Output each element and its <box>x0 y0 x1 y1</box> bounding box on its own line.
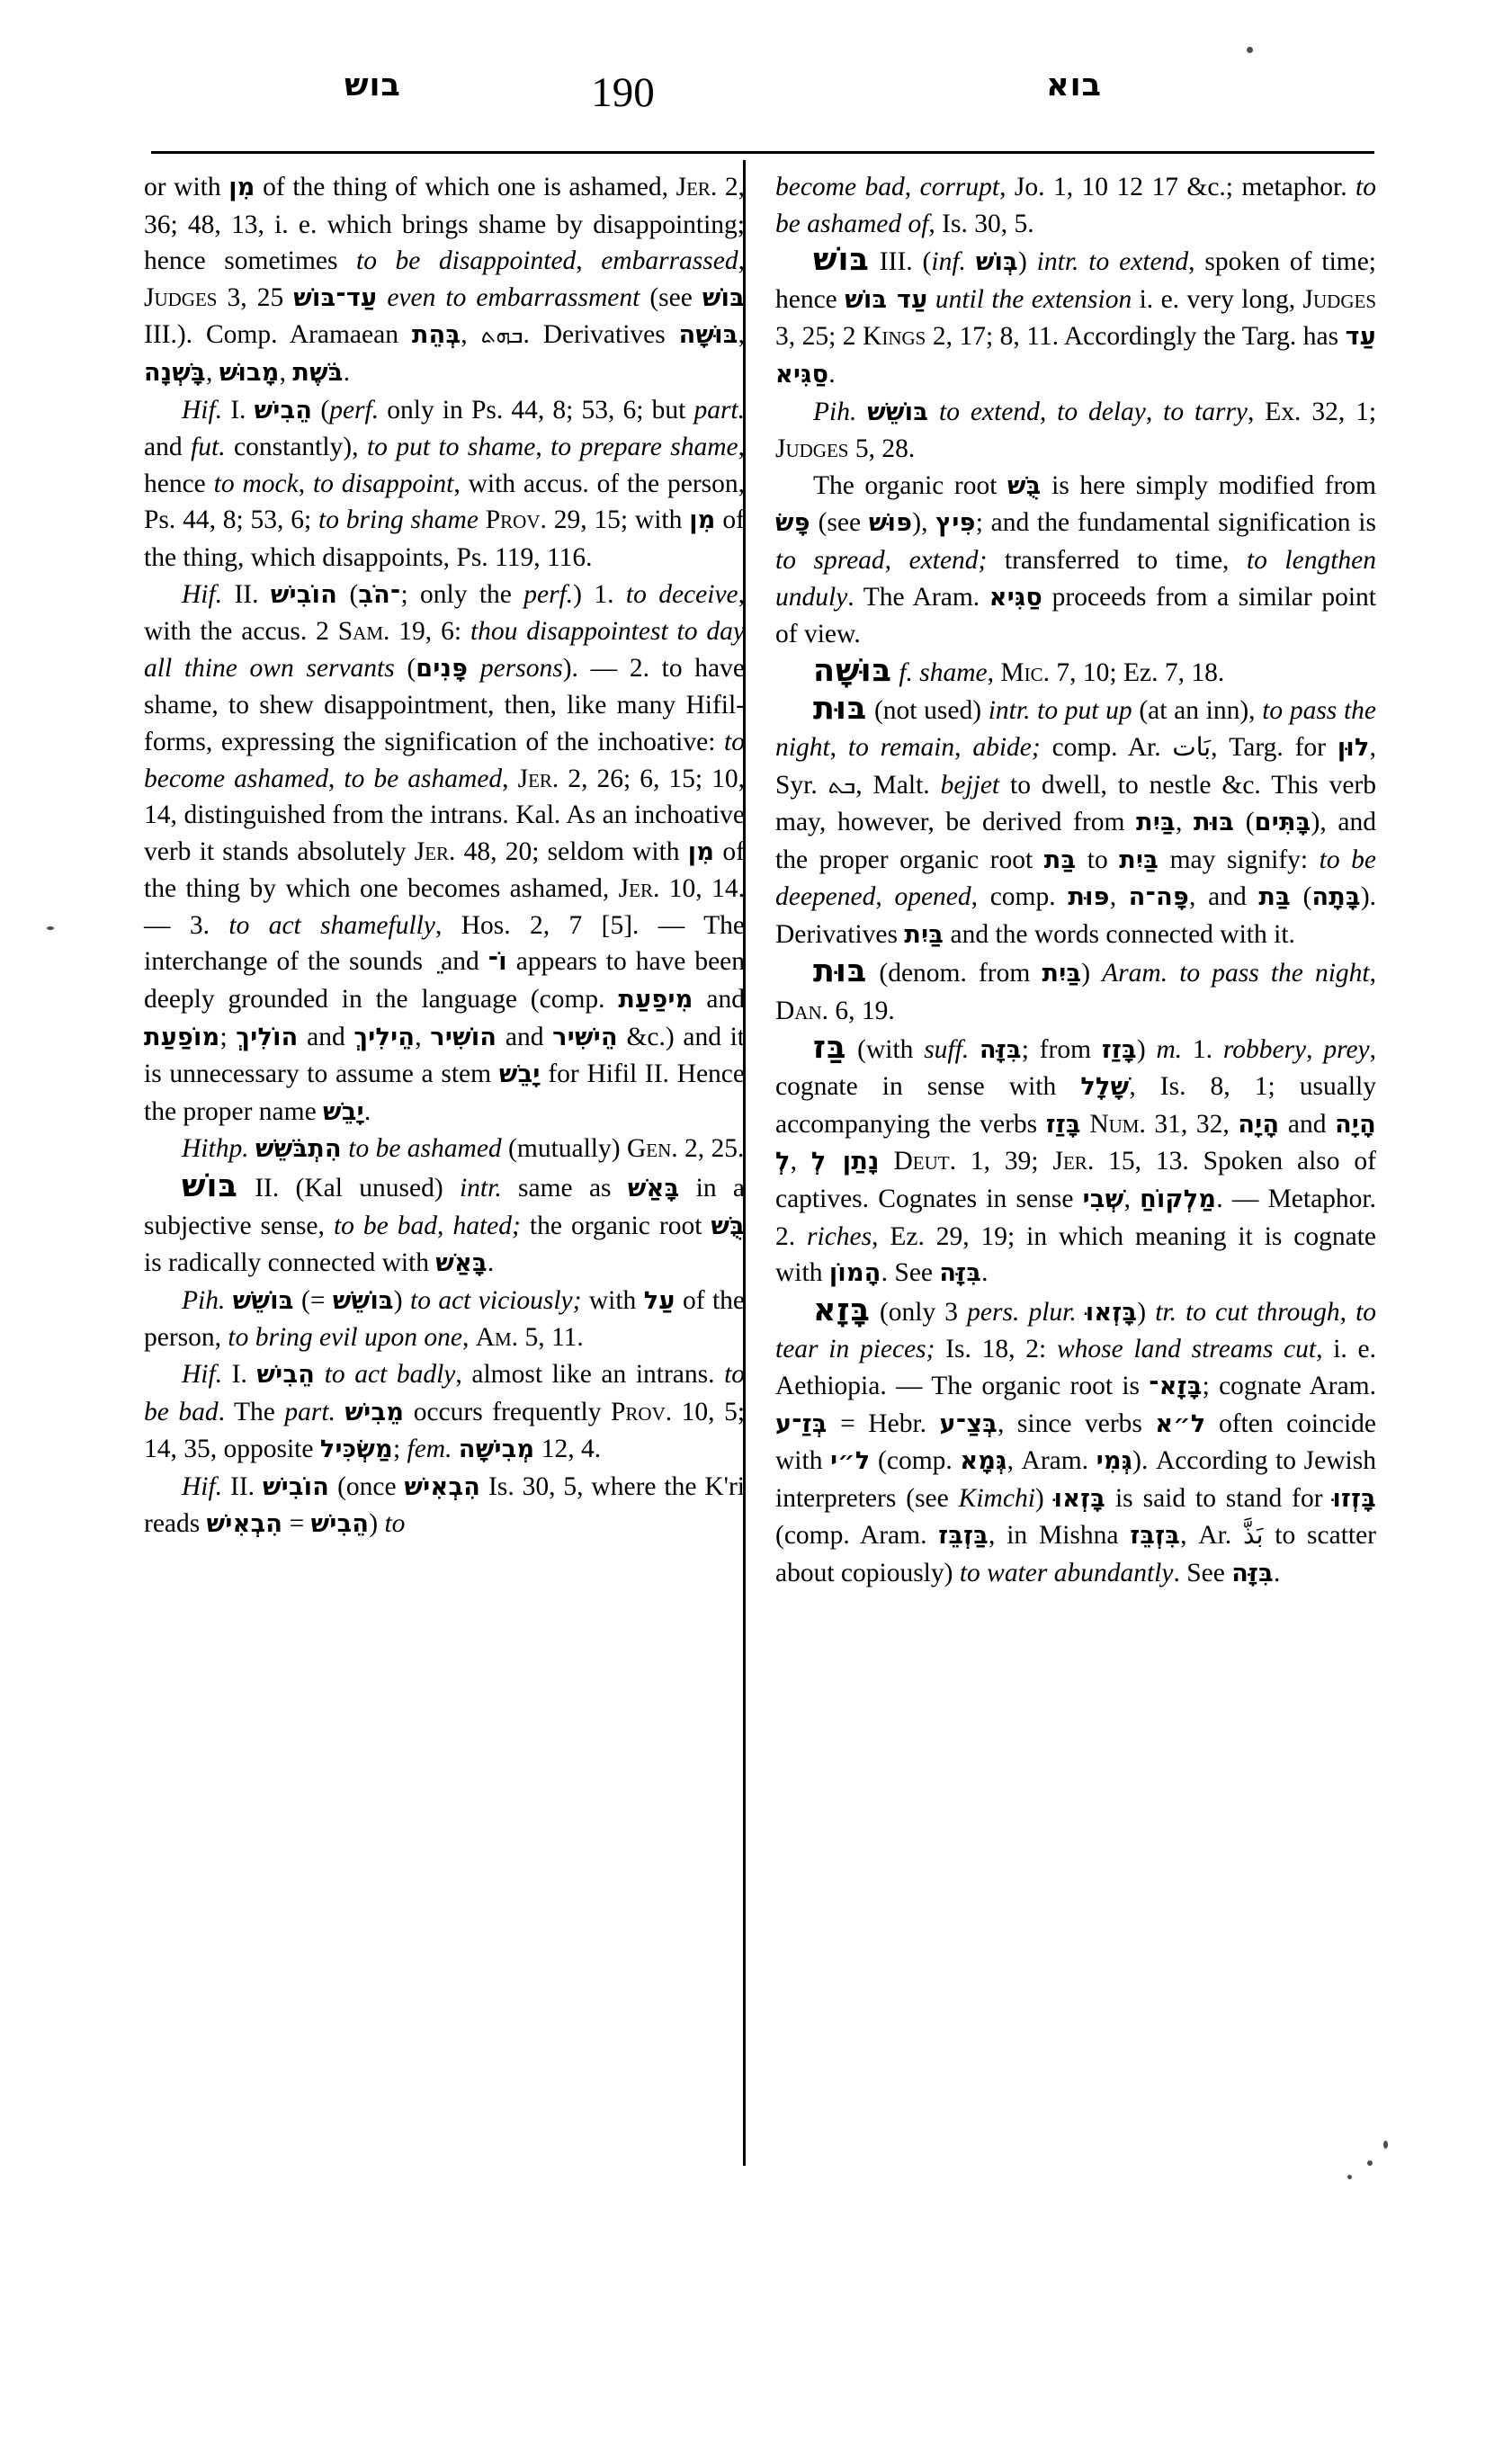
entry-paragraph-hif-2: Hif. II. הוֹבִישׁ (־הֹבִ; only the perf.) 1. to deceive, with the accus. 2 Sam. 19, 6: thou disappointest to day all thine own servants (פָּנִים persons). — 2. to have shame, to shew disappointment, then, like many Hifil-forms, expressing the signification of the inchoative: to become ashamed, to be ashamed, Jer. 2, 26; 6, 15; 10, 14, distinguished from the intrans. Kal. As an inchoative verb it stands absolutely Jer. 48, 20; seldom with מִן of the thing by which one becomes ashamed, Jer. 10, 14. — 3. to act shamefully, Hos. 2, 7 [5]. — The interchange of the sounds ֵ and וֹ־ appears to have been deeply grounded in the language (comp. מִיפַעַת and מוֹפַעַת; הוֹלִיךְ and הֵילִיךְ, הוֹשִׁיר and הֵישִׁיר &c.) and it is unnecessary to assume a stem יָבֵשׁ for Hifil II. Hence the proper name יָבֵשׁ. <box>144 579 746 1126</box>
running-head-left-catchword: בוש <box>344 67 401 103</box>
entry-paragraph-baza: בָּזָא (only 3 pers. plur. בָּזְאוּ) tr. to cut through, to tear in pieces; Is. 18, 2: whose land streams cut, i. e. Aethiopia. — The organic root is בָּזָא־; cognate Aram. בְּזַ־ע = Hebr. בְּצַ־ע, since verbs ל״א often coincide with ל״י (comp. גְּמָא, Aram. גְּמִי). According to Jewish interpreters (see Kimchi) בָּזְאוּ is said to stand for בָּזְזוּ (comp. Aram. בַּזְבֵּז, in Mishna בִּזְבֵּז, Ar. بَذَّ to scatter about copiously) to water abundantly. See בִּזָּה. <box>775 1292 1377 1587</box>
scan-speck <box>1347 2175 1352 2179</box>
scan-speck <box>1367 2160 1373 2166</box>
entry-paragraph-hif-2b: Hif. II. הוֹבִישׁ (once הִבְאִישׁ Is. 30, 5, where the K'ri reads הִבְאִישׁ = הֵבִישׁ) to <box>144 1471 745 1539</box>
entry-paragraph-hif-1: Hif. I. הֵבִישׁ (perf. only in Ps. 44, 8; 53, 6; but part. and fut. constantly), to put to shame, to prepare shame, hence to mock, to disappoint, with accus. of the person, Ps. 44, 8; 53, 6; to bring shame Prov. 29, 15; with מִן of the thing, which disappoints, Ps. 119, 116. <box>144 395 746 572</box>
entry-paragraph-bushah: בּוּשָׁה f. shame, Mic. 7, 10; Ez. 7, 18. <box>813 652 1225 689</box>
entry-paragraph-baz: בַּז (with suff. בִּזָּה; from בָּזַז) m. 1. robbery, prey, cognate in sense with שָׁלָל, Is. 8, 1; usually accompanying the verbs בָּזַז Num. 31, 32, הָיָה and הָיָה לְ, נָתַן לְ Deut. 1, 39; Jer. 15, 13. Spoken also of captives. Cognates in sense שְׁבִי, מַלְקוֹחַ. — Metaphor. 2. riches, Ez. 29, 19; in which meaning it is cognate with הָמוֹן. See בִּזָּה. <box>775 1029 1377 1288</box>
entry-paragraph-hithp: Hithp. הִתְבֹּשֵׁשׁ to be ashamed (mutually) Gen. 2, 25. <box>182 1134 745 1164</box>
running-head-right-catchword: בוא <box>1046 67 1102 103</box>
scan-speck <box>1383 2141 1388 2149</box>
entry-paragraph-buth: בּוּת (not used) intr. to put up (at an inn), to pass the night, to remain, abide; comp. Ar. بَات, Targ. for לוּן, Syr. ܒܬ, Malt. bejjet to dwell, to nestle &c. This verb may, however, be derived from בַּיִת, בּוּת (בָּתִּים), and the proper organic root בַּת to בַּיִת may signify: to be deepened, opened, comp. פּוּת, פָּה־ה, and בַּת (בָּתָה). Derivatives בַּיִת and the words connected with it. <box>775 691 1377 949</box>
entry-paragraph-bosh-i-cont: or with מִן of the thing of which one is ashamed, Jer. 2, 36; 48, 13, i. e. which brings shame by disappointing; hence sometimes to be disappointed, embarrassed, Judges 3, 25 עַד־בּוֹשׁ even to embarrassment (see בּוֹשׁ III.). Comp. Aramaean בְּהֵת, ܒܗܬ. Derivatives בּוּשָׁה, בָּשְׁנָה, מָבוּשׁ, בֹּשֶׁת. <box>144 173 746 387</box>
left-text-column <box>144 169 745 1543</box>
running-head <box>139 67 1106 126</box>
entry-paragraph-pih: Pih. בּוֹשֵׁשׁ (= בּוֹשֵׁשׁ) to act viciously; with עַל of the person, to bring evil upon one, Am. 5, 11. <box>144 1285 745 1353</box>
entry-paragraph-bosh-ii: בּוֹשׁ II. (Kal unused) intr. same as בָּאַשׁ in a subjective sense, to be bad, hated; the organic root בֻּשׁ is radically connected with בָּאַשׁ. <box>144 1168 746 1278</box>
entry-paragraph-hif-1b: Hif. I. הֵבִישׁ to act badly, almost like an intrans. to be bad. The part. מֵבִישׁ occurs frequently Prov. 10, 5; 14, 35, opposite מַשְׂכִּיל; fem. מְבִישָׁה 12, 4. <box>144 1360 746 1464</box>
page-number: 190 <box>591 69 655 116</box>
entry-paragraph-organic-root: The organic root בֻּשׁ is here simply modified from פָּשׂ (see פּוּשׁ), פִּיץ; and the fundamental signification is to spread, extend; transferred to time, to lengthen unduly. The Aram. סַגִּיא proceeds from a similar point of view. <box>775 470 1376 649</box>
scan-speck <box>47 926 54 930</box>
header-rule <box>151 151 1374 154</box>
entry-paragraph-buth-denom: בּוּת (denom. from בַּיִת) Aram. to pass the night, Dan. 6, 19. <box>775 953 1376 1026</box>
entry-paragraph-bosh-iii: בּוֹשׁ III. (inf. בְּוֹשׁ) intr. to extend, spoken of time; hence עַד בּוֹשׁ until the extension i. e. very long, Judges 3, 25; 2 Kings 2, 17; 8, 11. Accordingly the Targ. has עַד סַגִּיא. <box>775 242 1377 389</box>
right-text-column <box>775 169 1376 1593</box>
scan-speck <box>1247 47 1253 53</box>
entry-paragraph-become-bad: become bad, corrupt, Jo. 1, 10 12 17 &c.; metaphor. to be ashamed of, Is. 30, 5. <box>775 173 1376 238</box>
entry-paragraph-pih-extend: Pih. בּוֹשֵׁשׁ to extend, to delay, to tarry, Ex. 32, 1; Judges 5, 28. <box>775 397 1377 464</box>
